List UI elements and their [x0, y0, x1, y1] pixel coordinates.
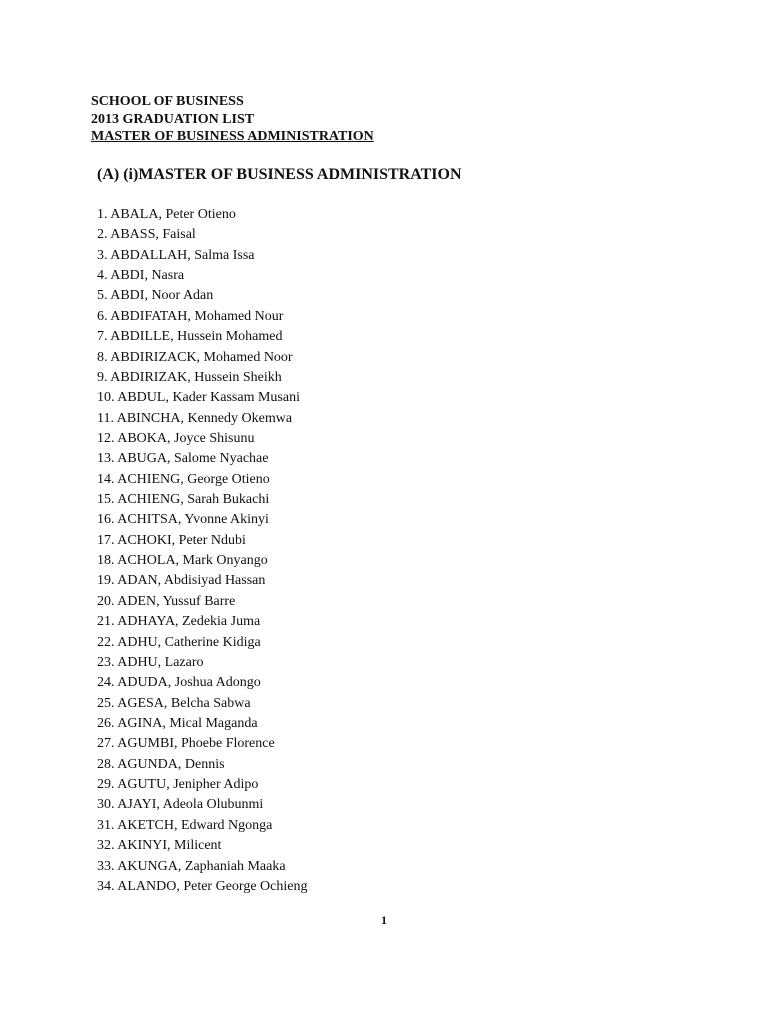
list-item: 17. ACHOKI, Peter Ndubi [97, 532, 246, 548]
list-item: 4. ABDI, Nasra [97, 268, 185, 284]
list-item: 6. ABDIFATAH, Mohamed Nour [97, 308, 284, 324]
list-item: 3. ABDALLAH, Salma Issa [97, 247, 255, 263]
list-item: 26. AGINA, Mical Maganda [97, 715, 258, 731]
list-item: 12. ABOKA, Joyce Shisunu [97, 430, 255, 446]
list-item: 33. AKUNGA, Zaphaniah Maaka [97, 858, 286, 874]
list-item: 28. AGUNDA, Dennis [97, 756, 225, 772]
list-item: 20. ADEN, Yussuf Barre [97, 593, 236, 609]
list-item: 14. ACHIENG, George Otieno [97, 471, 270, 487]
list-item: 9. ABDIRIZAK, Hussein Sheikh [97, 369, 282, 385]
list-item: 7. ABDILLE, Hussein Mohamed [97, 329, 283, 345]
list-item: 29. AGUTU, Jenipher Adipo [97, 777, 259, 793]
page-number-label: 1 [381, 913, 387, 927]
list-title: 2013 GRADUATION LIST [91, 111, 255, 127]
document-header [91, 93, 374, 146]
list-item: 24. ADUDA, Joshua Adongo [97, 675, 261, 691]
list-item: 34. ALANDO, Peter George Ochieng [97, 878, 308, 894]
list-item: 32. AKINYI, Milicent [97, 838, 222, 854]
list-item: 15. ACHIENG, Sarah Bukachi [97, 492, 270, 508]
list-item: 31. AKETCH, Edward Ngonga [97, 817, 273, 833]
list-item: 30. AJAYI, Adeola Olubunmi [97, 797, 264, 813]
section-title: (A) (i)MASTER OF BUSINESS ADMINISTRATION [97, 166, 462, 183]
list-item: 10. ABDUL, Kader Kassam Musani [97, 390, 300, 406]
page-number [0, 912, 768, 928]
list-item: 18. ACHOLA, Mark Onyango [97, 553, 268, 569]
school-name: SCHOOL OF BUSINESS [91, 94, 244, 109]
list-item: 19. ADAN, Abdisiyad Hassan [97, 573, 266, 589]
list-item: 11. ABINCHA, Kennedy Okemwa [97, 410, 293, 426]
list-item: 2. ABASS, Faisal [97, 227, 196, 243]
list-item: 16. ACHITSA, Yvonne Akinyi [97, 512, 269, 528]
program-title: MASTER OF BUSINESS ADMINISTRATION [91, 129, 374, 144]
list-item: 5. ABDI, Noor Adan [97, 288, 214, 304]
list-item: 25. AGESA, Belcha Sabwa [97, 695, 251, 711]
list-item: 21. ADHAYA, Zedekia Juma [97, 614, 261, 630]
list-item: 13. ABUGA, Salome Nyachae [97, 451, 269, 467]
list-item: 8. ABDIRIZACK, Mohamed Noor [97, 349, 293, 365]
list-item: 1. ABALA, Peter Otieno [97, 207, 236, 222]
list-item: 27. AGUMBI, Phoebe Florence [97, 736, 275, 752]
graduate-list [97, 205, 307, 897]
list-item: 22. ADHU, Catherine Kidiga [97, 634, 261, 650]
list-item: 23. ADHU, Lazaro [97, 654, 204, 670]
